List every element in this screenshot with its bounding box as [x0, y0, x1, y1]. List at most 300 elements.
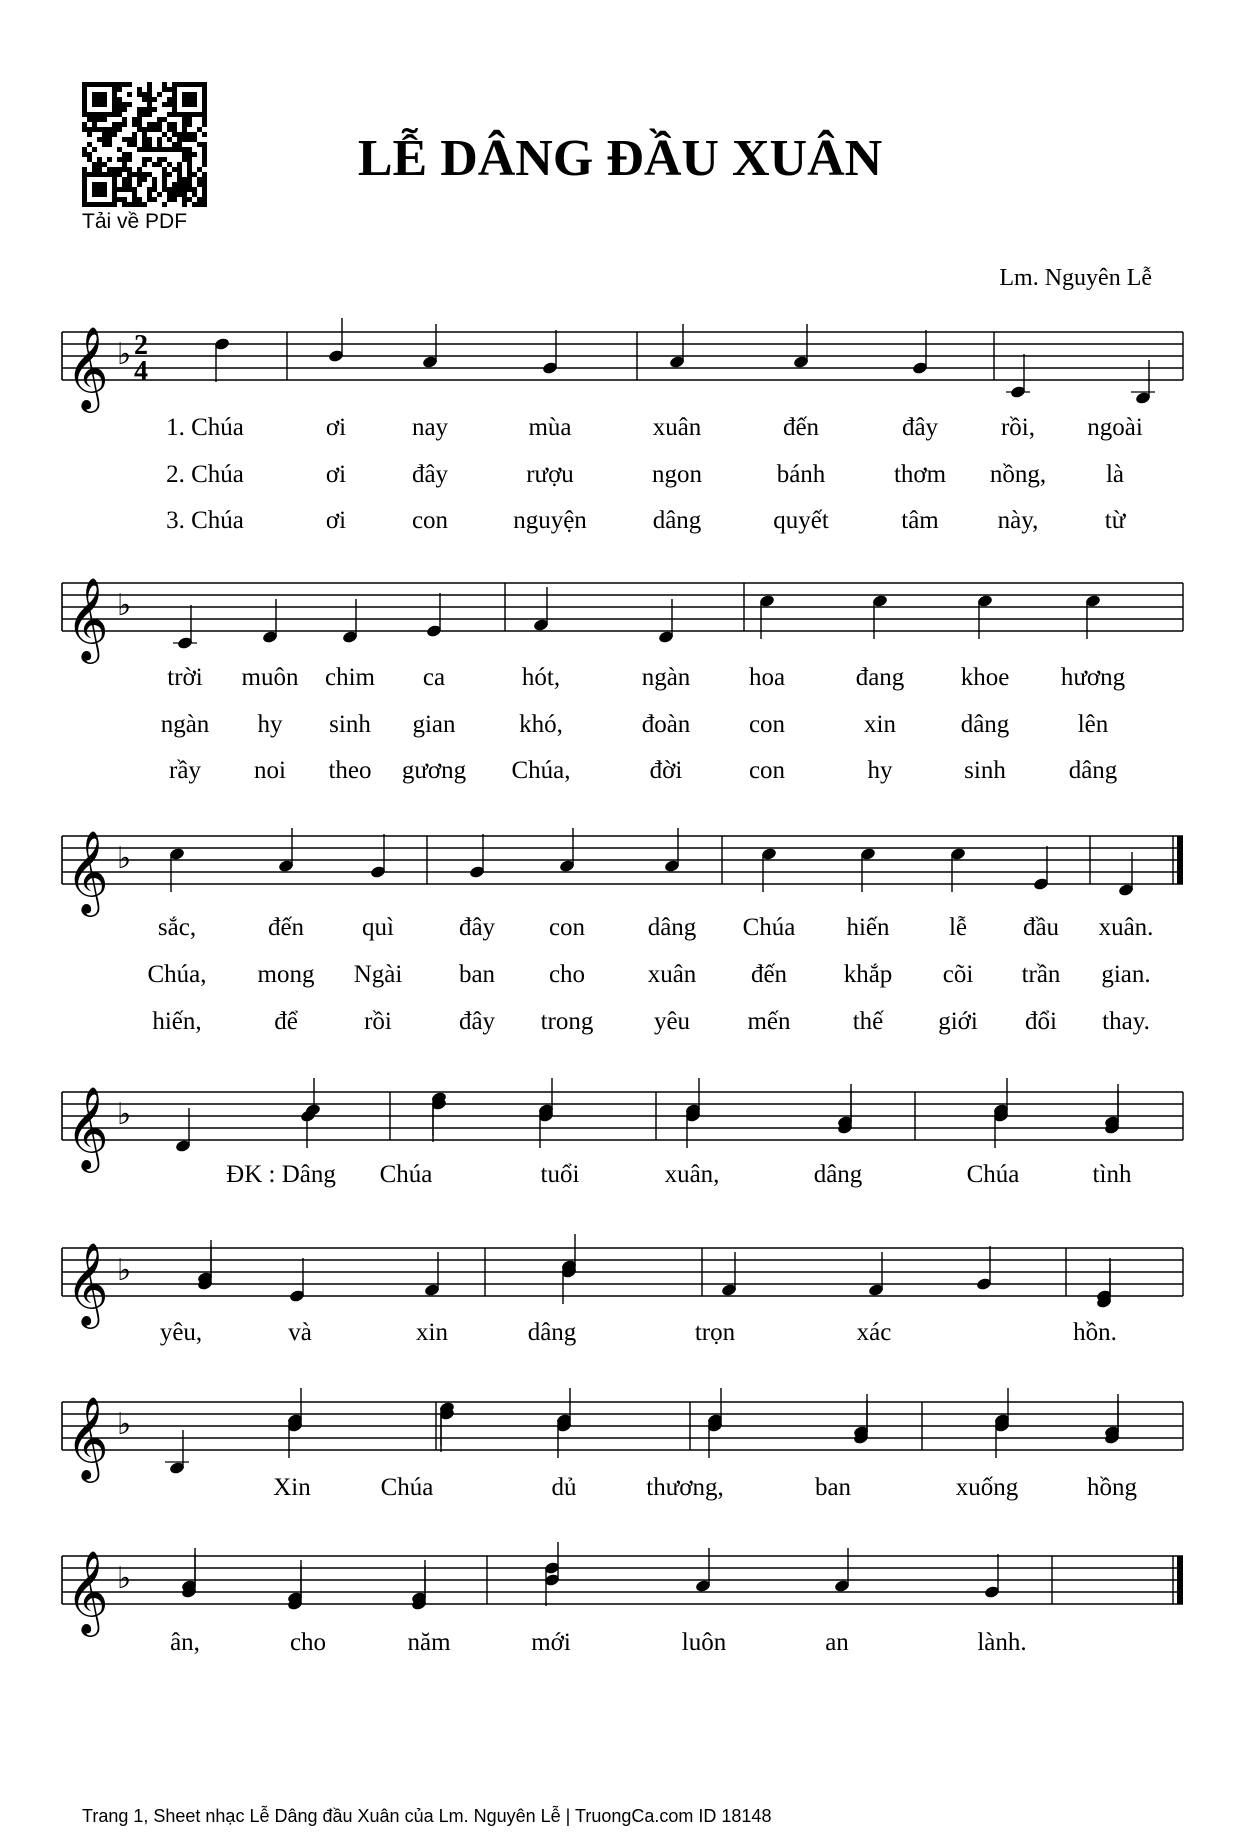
staff-system	[62, 1388, 1183, 1483]
download-pdf-link[interactable]: Tải về PDF	[82, 210, 188, 233]
lyric-word: đang	[855, 664, 905, 691]
qr-module	[162, 172, 167, 177]
lyric-word: hy	[257, 711, 283, 738]
lyric-word: đoàn	[641, 711, 691, 738]
lyric-word: hoa	[748, 664, 786, 691]
qr-module	[132, 187, 137, 192]
qr-module	[137, 182, 142, 187]
qr-module	[187, 117, 192, 122]
qr-module	[127, 152, 132, 157]
qr-module	[152, 197, 157, 202]
lyric-word: đổi	[1025, 1008, 1057, 1035]
lyric-word: đây	[411, 461, 449, 488]
qr-module	[107, 137, 112, 142]
qr-module	[202, 132, 207, 137]
lyric-word: hiến	[846, 914, 890, 941]
lyric-word: Chúa,	[147, 961, 207, 988]
lyric-word: xin	[864, 711, 896, 738]
qr-module	[127, 82, 132, 87]
qr-module	[122, 182, 127, 187]
qr-module	[142, 142, 147, 147]
lyric-word: ngoài	[1087, 414, 1143, 441]
qr-module	[202, 122, 207, 127]
qr-module	[202, 172, 207, 177]
staff-system	[62, 578, 1183, 664]
qr-module	[172, 142, 177, 147]
qr-module	[92, 127, 97, 132]
lyric-word: từ	[1104, 507, 1126, 534]
qr-module	[87, 142, 92, 147]
qr-module	[127, 92, 132, 97]
qr-module	[202, 152, 207, 157]
lyric-word: theo	[328, 757, 372, 784]
qr-module	[177, 177, 182, 182]
qr-module	[202, 182, 207, 187]
qr-module	[177, 147, 182, 152]
qr-module	[137, 122, 142, 127]
qr-module	[127, 137, 132, 142]
lyric-word: Chúa	[742, 914, 796, 941]
qr-module	[92, 147, 97, 152]
final-barline-thick	[1177, 1556, 1183, 1604]
qr-module	[152, 187, 157, 192]
lyric-word: mùa	[528, 414, 572, 441]
qr-module	[147, 197, 152, 202]
qr-module	[187, 132, 192, 137]
lyric-word: đến	[267, 914, 305, 941]
qr-module	[162, 102, 167, 107]
qr-module	[167, 172, 172, 177]
qr-module	[137, 167, 142, 172]
lyric-word: đầu	[1022, 914, 1060, 941]
lyric-word: con	[548, 914, 586, 941]
qr-module	[187, 162, 192, 167]
lyric-word: đời	[649, 757, 683, 784]
lyric-word: khoe	[960, 664, 1010, 691]
qr-module	[137, 197, 142, 202]
qr-module	[122, 102, 127, 107]
refrain-lyric-word: và	[288, 1319, 312, 1346]
qr-module	[197, 202, 202, 207]
qr-module	[92, 122, 97, 127]
refrain-lyric-word: năm	[407, 1629, 451, 1656]
lyric-word: trần	[1021, 961, 1061, 988]
qr-module	[202, 187, 207, 192]
qr-module	[187, 152, 192, 157]
qr-module	[142, 127, 147, 132]
flat-sign-icon: ♭	[117, 589, 132, 622]
lyric-word: rượu	[526, 461, 574, 488]
qr-module	[117, 157, 122, 162]
qr-module	[172, 132, 177, 137]
qr-module	[147, 157, 152, 162]
lyric-word: thế	[852, 1008, 884, 1035]
qr-module	[192, 137, 197, 142]
qr-module	[182, 122, 187, 127]
qr-module	[117, 197, 122, 202]
staff-system	[62, 1078, 1183, 1173]
final-barline-thick	[1177, 836, 1183, 884]
refrain-lyric-word: tình	[1092, 1161, 1132, 1188]
qr-module	[117, 97, 122, 102]
qr-module	[122, 197, 127, 202]
qr-module	[182, 117, 187, 122]
qr-module	[187, 137, 192, 142]
lyric-word: con	[411, 507, 449, 534]
qr-module	[142, 162, 147, 167]
treble-clef-icon: 𝄞	[66, 1398, 109, 1478]
qr-module	[107, 127, 112, 132]
qr-module	[112, 122, 117, 127]
qr-module	[142, 112, 147, 117]
lyric-word: gương	[401, 757, 467, 784]
qr-module	[87, 127, 92, 132]
qr-module	[197, 142, 202, 147]
lyric-word: sinh	[964, 757, 1006, 784]
refrain-lyric-word: thương,	[646, 1474, 724, 1501]
treble-clef-icon: 𝄞	[66, 328, 109, 408]
lyric-word: rồi	[364, 1008, 392, 1035]
lyric-word: cõi	[942, 961, 974, 988]
qr-module	[132, 122, 137, 127]
qr-module	[112, 127, 117, 132]
lyric-word: giới	[938, 1008, 978, 1035]
qr-module	[192, 187, 197, 192]
lyric-word: gian	[412, 711, 456, 738]
lyric-word: khó,	[519, 711, 563, 738]
qr-module	[127, 202, 132, 207]
lyric-word: hy	[867, 757, 893, 784]
qr-module	[127, 172, 132, 177]
lyric-word: quì	[362, 914, 394, 941]
qr-module	[172, 167, 177, 172]
lyric-word: đến	[750, 961, 788, 988]
qr-module	[122, 137, 127, 142]
qr-module	[167, 122, 172, 127]
qr-module	[177, 172, 182, 177]
qr-module	[147, 187, 152, 192]
qr-module	[167, 87, 172, 92]
qr-module	[187, 147, 192, 152]
lyric-word: yêu	[653, 1008, 691, 1035]
qr-module	[192, 192, 197, 197]
qr-module	[182, 187, 187, 192]
flat-sign-icon: ♭	[117, 1098, 132, 1131]
refrain-lyric-word: mới	[531, 1629, 571, 1656]
qr-module	[122, 152, 127, 157]
lyric-word: Chúa,	[511, 757, 571, 784]
qr-module	[122, 82, 127, 87]
lyric-word: ơi	[325, 507, 347, 534]
lyric-word: quyết	[773, 507, 829, 534]
lyric-word: lên	[1077, 711, 1109, 738]
qr-module	[142, 202, 147, 207]
qr-module	[182, 152, 187, 157]
qr-module	[162, 87, 167, 92]
qr-module	[162, 182, 167, 187]
qr-module	[187, 177, 192, 182]
lyric-word: đến	[782, 414, 820, 441]
lyric-word: ngàn	[641, 664, 691, 691]
qr-module	[137, 202, 142, 207]
qr-module	[192, 172, 197, 177]
qr-module	[157, 122, 162, 127]
qr-module	[87, 152, 92, 157]
qr-module	[102, 132, 107, 137]
qr-module	[147, 192, 152, 197]
staff-system	[62, 318, 1183, 413]
time-signature-bottom: 4	[134, 356, 148, 387]
qr-module	[147, 137, 152, 142]
qr-module	[122, 117, 127, 122]
qr-module	[202, 147, 207, 152]
qr-module	[97, 117, 102, 122]
qr-module	[167, 112, 172, 117]
lyric-word: Ngài	[353, 961, 403, 988]
treble-clef-icon: 𝄞	[66, 1244, 109, 1324]
qr-module	[162, 147, 167, 152]
qr-module	[82, 122, 87, 127]
qr-module	[117, 112, 122, 117]
refrain-lyric-word: tuổi	[540, 1161, 580, 1188]
qr-module	[132, 197, 137, 202]
qr-module	[122, 177, 127, 182]
lyric-word: rầy	[169, 757, 201, 784]
qr-module	[162, 177, 167, 182]
qr-module	[102, 142, 107, 147]
lyrics	[147, 414, 1153, 1656]
lyric-word: này,	[997, 507, 1039, 534]
qr-module	[122, 107, 127, 112]
lyric-word: 1. Chúa	[166, 414, 244, 441]
qr-module	[102, 162, 107, 167]
qr-finder-center	[92, 182, 107, 197]
qr-module	[177, 137, 182, 142]
qr-module	[172, 122, 177, 127]
qr-module	[187, 167, 192, 172]
qr-module	[147, 112, 152, 117]
qr-module	[122, 167, 127, 172]
qr-module	[122, 202, 127, 207]
qr-module	[167, 147, 172, 152]
qr-module	[167, 162, 172, 167]
qr-module	[187, 197, 192, 202]
qr-module	[182, 132, 187, 137]
qr-module	[82, 127, 87, 132]
qr-module	[137, 107, 142, 112]
lyric-word: ngon	[652, 461, 702, 488]
qr-module	[97, 167, 102, 172]
qr-module	[127, 187, 132, 192]
qr-module	[147, 97, 152, 102]
qr-module	[182, 192, 187, 197]
lyric-word: hương	[1060, 664, 1126, 691]
lyric-word: hót,	[521, 664, 561, 691]
qr-module	[177, 192, 182, 197]
qr-module	[187, 187, 192, 192]
qr-module	[122, 187, 127, 192]
qr-module	[142, 107, 147, 112]
qr-module	[137, 177, 142, 182]
qr-module	[117, 187, 122, 192]
qr-module	[92, 162, 97, 167]
refrain-lyric-word: Xin	[273, 1474, 311, 1501]
qr-module	[182, 147, 187, 152]
qr-module	[142, 92, 147, 97]
qr-finder-center	[92, 92, 107, 107]
qr-module	[102, 117, 107, 122]
qr-module	[142, 157, 147, 162]
lyric-word: ơi	[325, 414, 347, 441]
refrain-lyric-word: hồn.	[1073, 1319, 1117, 1346]
qr-module	[162, 117, 167, 122]
qr-module	[197, 177, 202, 182]
qr-module	[162, 157, 167, 162]
time-signature-top: 2	[134, 330, 148, 361]
qr-code-icon[interactable]	[80, 80, 209, 209]
lyric-word: mến	[747, 1008, 791, 1035]
qr-module	[82, 167, 87, 172]
qr-module	[142, 132, 147, 137]
qr-module	[152, 177, 157, 182]
treble-clef-icon: 𝄞	[66, 1552, 109, 1632]
treble-clef-icon: 𝄞	[66, 579, 109, 659]
qr-module	[172, 197, 177, 202]
flat-sign-icon: ♭	[117, 1562, 132, 1595]
qr-module	[92, 167, 97, 172]
lyric-word: nồng,	[989, 461, 1047, 488]
qr-module	[202, 142, 207, 147]
qr-module	[127, 157, 132, 162]
refrain-lyric-word: dâng	[813, 1161, 863, 1188]
lyric-word: ban	[458, 961, 496, 988]
qr-module	[167, 137, 172, 142]
qr-module	[192, 152, 197, 157]
composer-credit: Lm. Nguyên Lễ	[999, 265, 1152, 291]
qr-module	[187, 122, 192, 127]
qr-module	[177, 132, 182, 137]
qr-module	[202, 192, 207, 197]
qr-module	[132, 202, 137, 207]
lyric-word: sắc,	[157, 914, 197, 941]
qr-module	[132, 172, 137, 177]
qr-module	[142, 177, 147, 182]
qr-module	[152, 147, 157, 152]
lyric-word: ngàn	[160, 711, 210, 738]
qr-module	[202, 117, 207, 122]
lyric-word: nay	[411, 414, 449, 441]
qr-module	[172, 187, 177, 192]
staff-system	[62, 1234, 1183, 1329]
qr-module	[157, 92, 162, 97]
lyric-word: ca	[422, 664, 446, 691]
lyric-word: dâng	[652, 507, 702, 534]
lyric-word: 2. Chúa	[166, 461, 244, 488]
qr-module	[197, 182, 202, 187]
refrain-lyric-word: trọn	[694, 1319, 736, 1346]
qr-module	[127, 177, 132, 182]
qr-module	[197, 197, 202, 202]
qr-module	[157, 137, 162, 142]
lyric-word: xuân	[647, 961, 697, 988]
qr-module	[87, 157, 92, 162]
qr-module	[157, 192, 162, 197]
lyric-word: thơm	[893, 461, 947, 488]
qr-module	[137, 147, 142, 152]
refrain-lyric-word: xuống	[955, 1474, 1019, 1501]
qr-module	[102, 137, 107, 142]
qr-module	[127, 182, 132, 187]
qr-module	[147, 87, 152, 92]
qr-module	[157, 147, 162, 152]
lyric-word: hiến,	[152, 1008, 202, 1035]
refrain-lyric-word: Chúa	[379, 1161, 433, 1188]
refrain-lyric-word: xin	[416, 1319, 448, 1346]
qr-module	[182, 157, 187, 162]
qr-module	[162, 202, 167, 207]
qr-module	[152, 97, 157, 102]
qr-module	[142, 147, 147, 152]
qr-module	[167, 102, 172, 107]
qr-module	[137, 87, 142, 92]
qr-module	[107, 142, 112, 147]
qr-module	[117, 127, 122, 132]
qr-module	[137, 92, 142, 97]
qr-module	[107, 157, 112, 162]
refrain-lyric-word: luôn	[681, 1629, 727, 1656]
refrain-lyric-word: yêu,	[159, 1319, 203, 1346]
qr-module	[167, 197, 172, 202]
lyric-word: rồi,	[1000, 414, 1036, 441]
qr-module	[112, 132, 117, 137]
lyric-word: xuân.	[1098, 914, 1154, 941]
qr-module	[147, 122, 152, 127]
qr-module	[132, 192, 137, 197]
lyric-word: sinh	[329, 711, 371, 738]
lyric-word: lễ	[948, 914, 968, 941]
qr-module	[82, 147, 87, 152]
qr-module	[162, 82, 167, 87]
lyric-word: gian.	[1101, 961, 1151, 988]
qr-module	[117, 172, 122, 177]
qr-module	[202, 157, 207, 162]
qr-module	[177, 167, 182, 172]
qr-module	[127, 102, 132, 107]
qr-module	[147, 92, 152, 97]
qr-module	[122, 122, 127, 127]
qr-module	[117, 82, 122, 87]
qr-module	[117, 122, 122, 127]
qr-module	[147, 147, 152, 152]
qr-module	[132, 117, 137, 122]
lyric-word: xuân	[652, 414, 702, 441]
lyric-word: con	[748, 757, 786, 784]
lyric-word: muôn	[241, 664, 299, 691]
qr-module	[152, 162, 157, 167]
qr-module	[127, 142, 132, 147]
refrain-lyric-word: dủ	[551, 1474, 577, 1501]
qr-module	[167, 192, 172, 197]
qr-module	[197, 167, 202, 172]
qr-module	[152, 127, 157, 132]
refrain-lyric-word: dâng	[527, 1319, 577, 1346]
qr-module	[132, 137, 137, 142]
staff-system	[62, 1542, 1183, 1637]
page-footer: Trang 1, Sheet nhạc Lễ Dâng đầu Xuân của Lm. Nguyên Lễ | TruongCa.com ID 18148	[82, 1806, 772, 1826]
qr-module	[192, 132, 197, 137]
treble-clef-icon: 𝄞	[66, 1088, 109, 1168]
qr-module	[147, 172, 152, 177]
